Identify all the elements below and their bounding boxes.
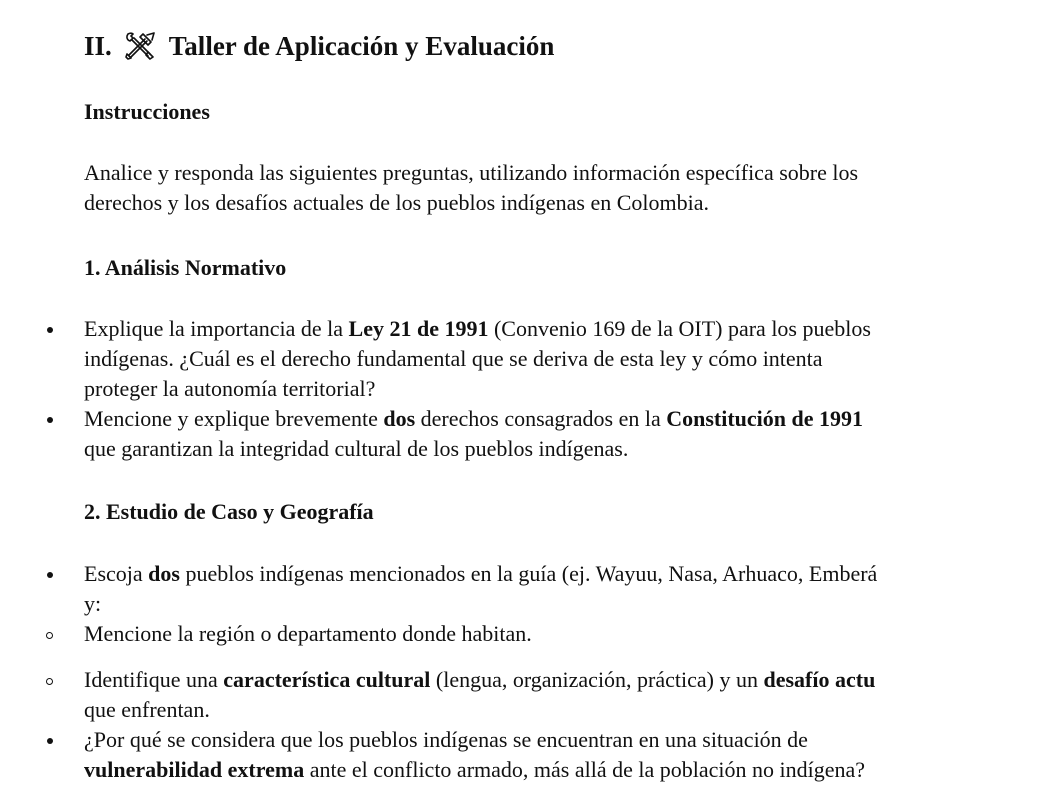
section-numeral: II. xyxy=(84,31,112,61)
item-line: Identifique una característica cultural (lengua, organización, práctica) y un desafío actu xyxy=(84,667,876,692)
item-line: que garantizan la integridad cultural de los pueblos indígenas. xyxy=(84,436,629,461)
item-line: Mencione y explique brevemente dos derechos consagrados en la Constitución de 1991 xyxy=(84,406,864,431)
section-title: Taller de Aplicación y Evaluación xyxy=(168,31,555,61)
bold-term: vulnerabilidad extrema xyxy=(84,757,305,782)
item-line: vulnerabilidad extrema ante el conflicto armado, más allá de la población no indígena? xyxy=(84,757,866,782)
bold-term: Ley 21 de 1991 xyxy=(348,316,489,341)
part1-heading: 1. Análisis Normativo xyxy=(84,255,287,280)
item-line: que enfrentan. xyxy=(84,697,210,722)
instructions-heading: Instrucciones xyxy=(84,99,210,124)
bold-term: característica cultural xyxy=(223,667,431,692)
part2-heading: 2. Estudio de Caso y Geografía xyxy=(84,499,374,524)
item-line: Mencione la región o departamento donde habitan. xyxy=(84,621,532,646)
item-line: Escoja dos pueblos indígenas mencionados en la guía (ej. Wayuu, Nasa, Arhuaco, Emberá xyxy=(84,561,878,586)
item-line: y: xyxy=(84,591,102,616)
item-line: ¿Por qué se considera que los pueblos indígenas se encuentran en una situación de xyxy=(84,727,808,752)
hammer-and-wrench-icon xyxy=(123,30,157,60)
item-line: indígenas. ¿Cuál es el derecho fundamental que se deriva de esta ley y cómo intenta xyxy=(84,346,823,371)
bold-term: dos xyxy=(148,561,180,586)
bold-term: Constitución de 1991 xyxy=(666,406,864,431)
bold-term: dos xyxy=(383,406,416,431)
instructions-line: derechos y los desafíos actuales de los pueblos indígenas en Colombia. xyxy=(84,190,710,215)
item-line: proteger la autonomía territorial? xyxy=(84,376,376,401)
section-heading xyxy=(84,28,554,64)
item-line: Explique la importancia de la Ley 21 de 1991 (Convenio 169 de la OIT) para los pueblos xyxy=(84,316,871,341)
bold-term: desafío actu xyxy=(763,667,876,692)
instructions-line: Analice y responda las siguientes preguntas, utilizando información específica sobre los xyxy=(84,160,859,185)
instructions-paragraph xyxy=(84,158,858,218)
